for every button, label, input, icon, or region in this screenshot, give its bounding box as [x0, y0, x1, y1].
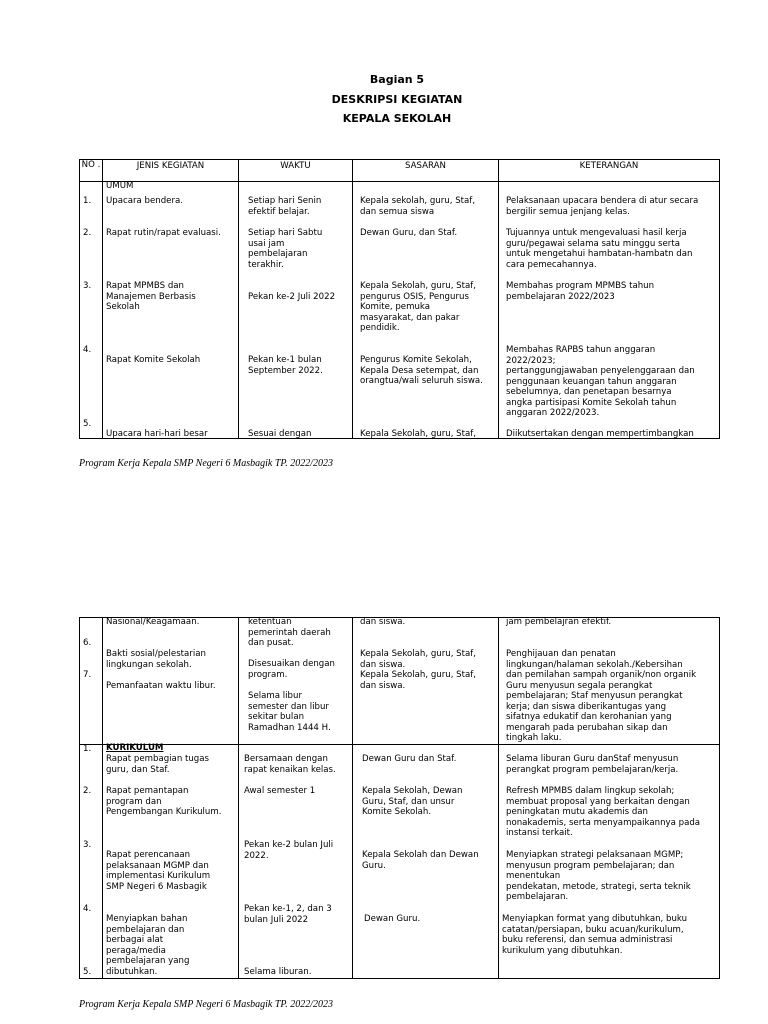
keterangan-text: Membahas program MPMBS tahun pembelajaran 2022/2023 [506, 281, 655, 302]
sasaran-text: Kepala sekolah, guru, Staf, dan semua siswa [360, 196, 476, 217]
waktu-text: Setiap hari Senin efektif belajar. [248, 196, 322, 217]
sasaran-text: Kepala Sekolah, guru, Staf, dan siswa. [360, 649, 477, 670]
waktu-text: Pekan ke-1, 2, dan 3 bulan Juli 2022 [244, 904, 332, 925]
keterangan-text: jam pembelajran efektif. [506, 617, 612, 627]
table-row [80, 182, 720, 439]
table-row [80, 618, 720, 745]
sasaran-text: Pengurus Komite Sekolah, Kepala Desa setempat, dan orangtua/wali seluruh siswa. [360, 355, 483, 386]
activity-table-page1 [79, 159, 720, 439]
col-header-waktu: WAKTU [239, 160, 353, 182]
waktu-text: Pekan ke-2 Juli 2022 [248, 292, 336, 302]
sasaran-text: Kepala Sekolah, Dewan Guru, Staf, dan unsur Komite Sekolah. [362, 786, 463, 817]
row-number: 1. [83, 744, 92, 754]
row-number: 3. [83, 840, 92, 850]
jenis-kegiatan: Rapat perencanaan pelaksanaan MGMP dan implementasi Kurikulum SMP Negeri 6 Masbagik [106, 850, 211, 892]
section-heading-umum: UMUM [106, 181, 134, 191]
row-number: 2. [83, 786, 92, 796]
row-number: 7. [83, 670, 92, 680]
sasaran-text: dan siswa. [360, 617, 406, 627]
sasaran-text: Dewan Guru. [364, 914, 421, 924]
row-number: 3. [83, 281, 92, 291]
keterangan-text: Refresh MPMBS dalam lingkup sekolah; membuat proposal yang berkaitan dengan peningkatan mutu akademis dan nonakademis, serta menyampaikannya pada instansi terkait. [506, 786, 701, 838]
waktu-text: Selama liburan. [244, 967, 312, 977]
sasaran-text: Kepala Sekolah, guru, Staf, [360, 429, 477, 439]
row-number: 5. [83, 419, 92, 429]
col-header-keterangan: KETERANGAN [499, 160, 720, 182]
jenis-kegiatan: Upacara hari-hari besar [106, 429, 208, 439]
row-number: 4. [83, 345, 92, 355]
table-row [80, 745, 720, 979]
waktu-text: Pekan ke-1 bulan September 2022. [248, 355, 323, 376]
jenis-column [103, 618, 239, 745]
waktu-text: Disesuaikan dengan program. [248, 659, 335, 680]
sasaran-text: Dewan Guru, dan Staf. [360, 228, 458, 238]
jenis-kegiatan: Rapat MPMBS dan Manajemen Berbasis Sekolah [106, 281, 196, 312]
keterangan-text: Diikutsertakan dengan mempertimbangkan [506, 429, 694, 439]
page-subtitle: KEPALA SEKOLAH [342, 112, 452, 125]
jenis-kegiatan: Upacara bendera. [106, 196, 183, 206]
sasaran-text: Kepala Sekolah, guru, Staf, dan siswa. [360, 670, 477, 691]
keterangan-text: Penghijauan dan penatan lingkungan/halaman sekolah./Kebersihan dan pemilahan sampah organik/non organik Guru menyusun segala perangkat pembelajaran; Staf menyusun perangkat kerja; dan siswa diberikantugas yang sifatnya edukatif dan kerohanian yang mengarah pada perubahan sikap dan tingkah laku. [506, 649, 697, 743]
waktu-text: Bersamaan dengan rapat kenaikan kelas. [244, 754, 336, 775]
sasaran-column [353, 182, 499, 439]
keterangan-text: Pelaksanaan upacara bendera di atur secara bergilir semua jenjang kelas. [506, 196, 699, 217]
keterangan-text: Tujuannya untuk mengevaluasi hasil kerja guru/pegawai selama satu minggu serta untuk mengetahui hambatan-hambatn dan cara pemecahannya. [506, 228, 693, 270]
waktu-text: Awal semester 1 [244, 786, 316, 796]
jenis-column [103, 182, 239, 439]
waktu-text: Selama libur semester dan libur sekitar bulan Ramadhan 1444 H. [248, 691, 331, 733]
no-column [80, 745, 103, 979]
sasaran-text: Dewan Guru dan Staf. [362, 754, 457, 764]
waktu-column [239, 745, 353, 979]
row-number: 2. [83, 228, 92, 238]
section-label: Bagian 5 [369, 73, 425, 86]
section-heading-kurikulum: KURIKULUM [106, 743, 164, 753]
waktu-text: Setiap hari Sabtu usai jam pembelajaran terakhir. [248, 228, 323, 270]
table-header-row [80, 160, 720, 182]
waktu-text: ketentuan pemerintah daerah dan pusat. [248, 617, 331, 648]
row-number: 6. [83, 638, 92, 648]
keterangan-column [499, 618, 720, 745]
keterangan-text: Membahas RAPBS tahun anggaran 2022/2023; pertanggungjawaban penyelenggaraan dan penggunaan keuangan tahun anggaran sebelumnya, dan penetapan besarnya angka partisipasi Komite Sekolah tahun anggaran 2022/2023. [506, 345, 695, 418]
jenis-kegiatan: Pemanfaatan waktu libur. [106, 681, 216, 691]
jenis-kegiatan: Nasional/Keagamaan. [106, 617, 200, 627]
waktu-text: Sesuai dengan [248, 429, 312, 439]
jenis-kegiatan: Rapat pemantapan program dan Pengembangan Kurikulum. [106, 786, 222, 817]
sasaran-text: Kepala Sekolah, guru, Staf, pengurus OSIS, Pengurus Komite, pemuka masyarakat, dan pakar pendidik. [360, 281, 477, 333]
sasaran-column [353, 618, 499, 745]
col-header-no: NO . [80, 160, 103, 182]
jenis-kegiatan: Rapat Komite Sekolah [106, 355, 201, 365]
col-header-sasaran: SASARAN [353, 160, 499, 182]
jenis-kegiatan: Menyiapkan bahan pembelajaran dan berbagai alat peraga/media pembelajaran yang dibutuhkan. [106, 914, 190, 977]
activity-table-page2 [79, 617, 720, 979]
jenis-kegiatan: Rapat rutin/rapat evaluasi. [106, 228, 221, 238]
row-number: 1. [83, 196, 92, 206]
row-number: 4. [83, 904, 92, 914]
jenis-kegiatan: Rapat pembagian tugas guru, dan Staf. [106, 754, 210, 775]
keterangan-text: Menyiapkan format yang dibutuhkan, buku catatan/persiapan, buku acuan/kurikulum, buku referensi, dan semua administrasi kurikulum yang dibutuhkan. [502, 914, 688, 956]
waktu-text: Pekan ke-2 bulan Juli 2022. [244, 840, 334, 861]
row-number: 5. [83, 967, 92, 977]
sasaran-text: Kepala Sekolah dan Dewan Guru. [362, 850, 479, 871]
page-title: DESKRIPSI KEGIATAN [331, 93, 463, 106]
jenis-kegiatan: Bakti sosial/pelestarian lingkungan sekolah. [106, 649, 206, 670]
no-column [80, 182, 103, 439]
page-footer: Program Kerja Kepala SMP Negeri 6 Masbagik TP. 2022/2023 [79, 999, 333, 1010]
waktu-column [239, 182, 353, 439]
jenis-column [103, 745, 239, 979]
keterangan-column [499, 745, 720, 979]
keterangan-column [499, 182, 720, 439]
no-column [80, 618, 103, 745]
waktu-column [239, 618, 353, 745]
keterangan-text: Selama liburan Guru danStaf menyusun perangkat program pembelajaran/kerja. [506, 754, 679, 775]
page-footer: Program Kerja Kepala SMP Negeri 6 Masbagik TP. 2022/2023 [79, 458, 333, 469]
col-header-jenis: JENIS KEGIATAN [103, 160, 239, 182]
keterangan-text: Menyiapkan strategi pelaksanaan MGMP; menyusun program pembelajaran; dan menentukan pendekatan, metode, strategi, serta teknik pembelajaran. [506, 850, 691, 902]
sasaran-column [353, 745, 499, 979]
